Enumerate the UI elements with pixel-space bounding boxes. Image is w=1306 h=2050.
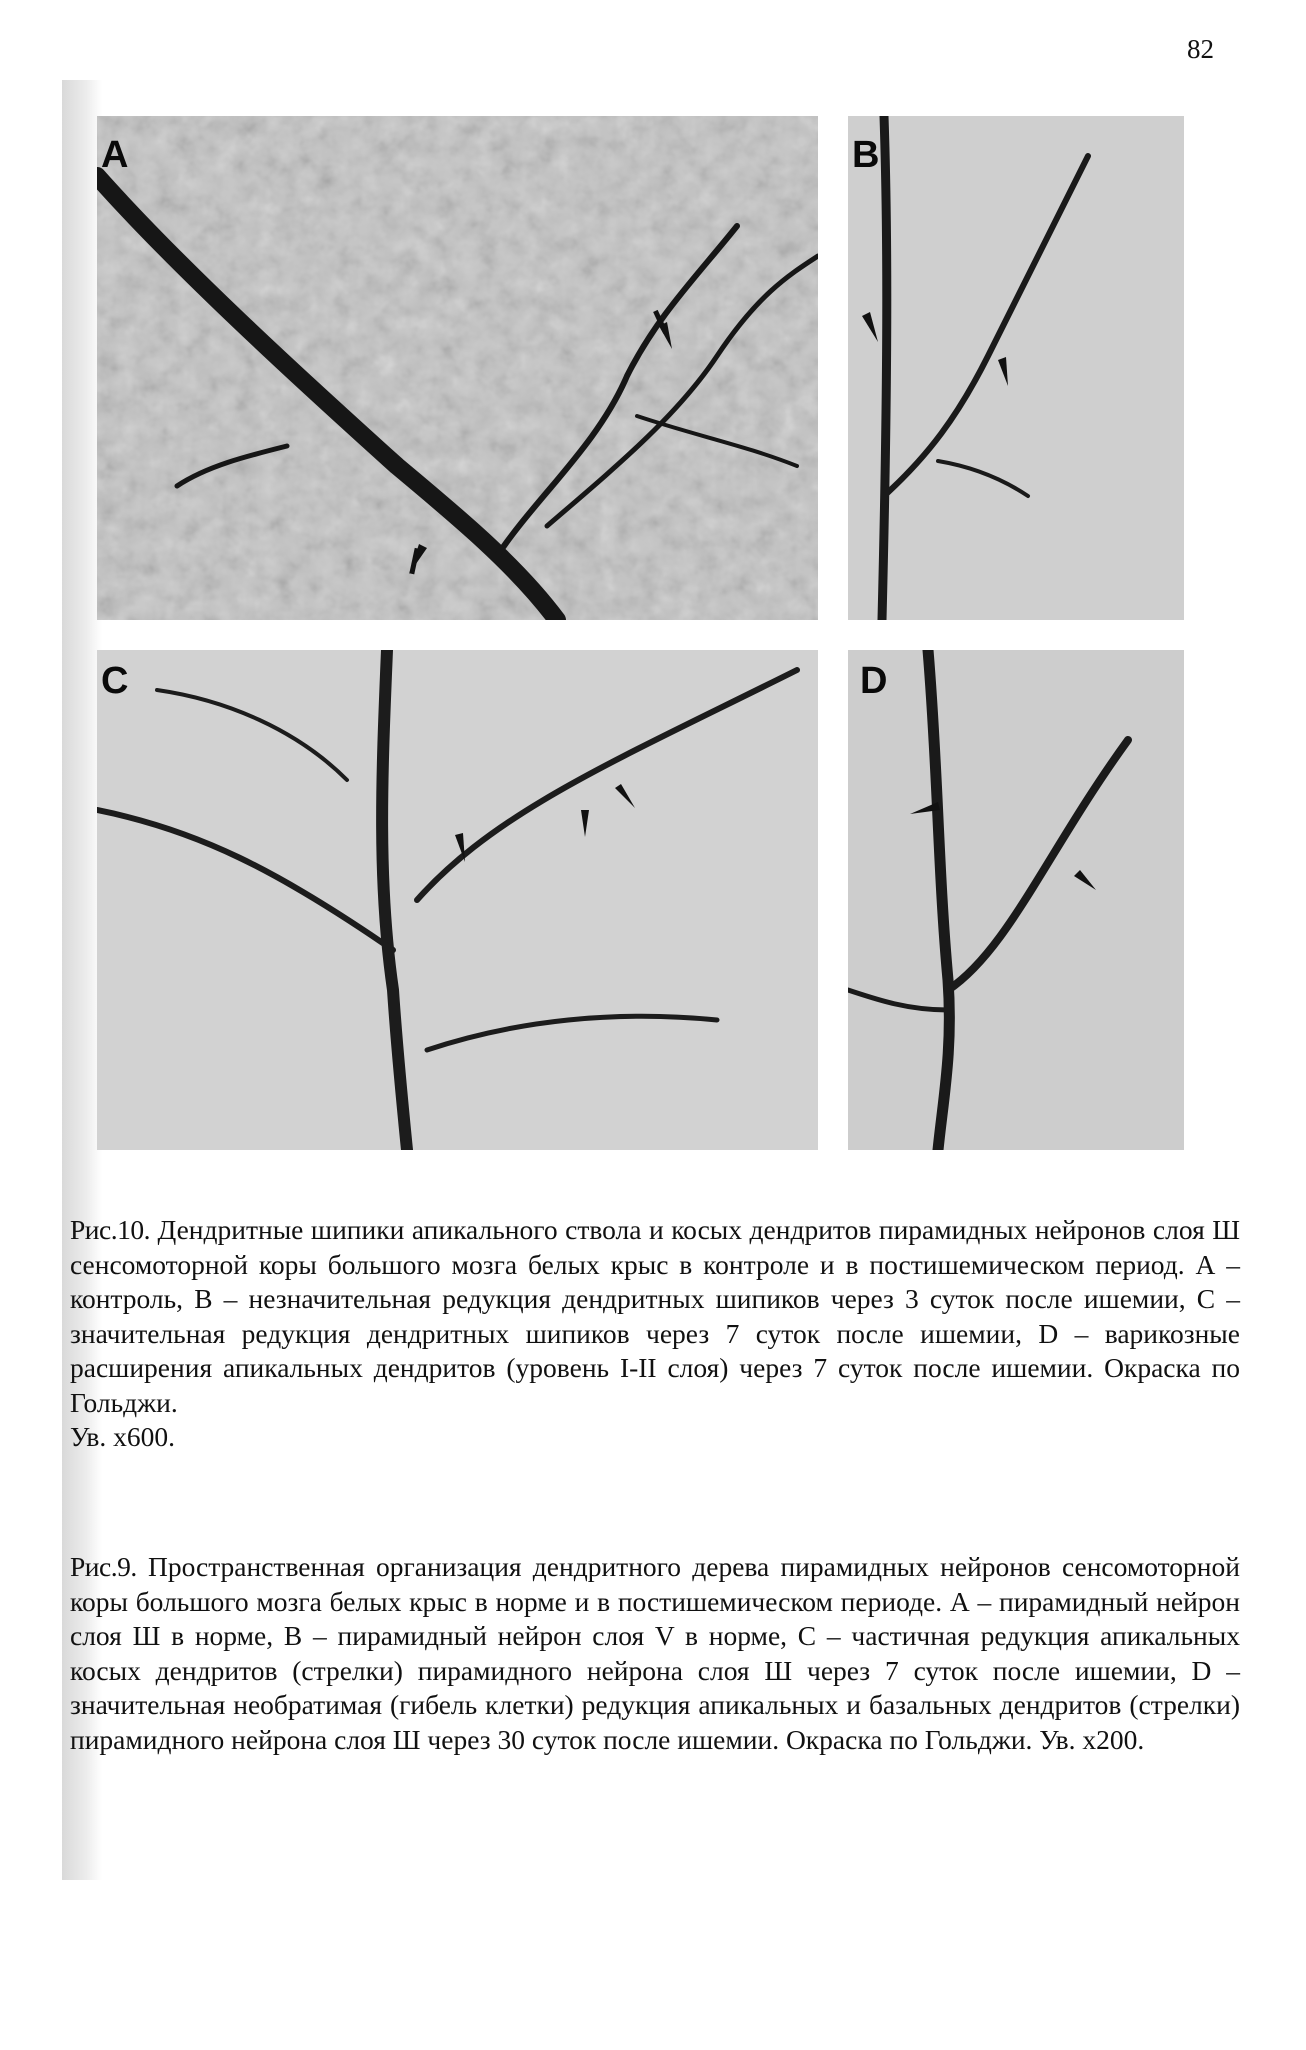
page-number: 82 [1187,34,1214,64]
caption-figure-9 [70,1550,1240,1757]
caption-figure-9-title: Рис.9. [70,1551,137,1582]
caption-figure-9-text: Пространственная организация дендритного дерева пирамидных нейронов сенсомоторной коры большого мозга белых крыс в норме и в постишемическом периоде. А – пирамидный нейрон слоя Ш в норме, В – пирамидный нейрон слоя V в норме, С – частичная редукция апикальных косых дендритов (стрелки) пирамидного нейрона слоя Ш через 7 суток после ишемии, D – значительная необратимая (гибель клетки) редукция апикальных и базальных дендритов (стрелки) пирамидного нейрона слоя Ш через 30 суток после ишемии. Окраска по Гольджи. Ув. х200. [70,1551,1240,1755]
caption-figure-10-text: Дендритные шипики апикального ствола и косых дендритов пирамидных нейронов слоя Ш сенсомоторной коры большого мозга белых крыс в контроле и в постишемическом период. А – контроль, В – незначительная редукция дендритных шипиков через 3 суток после ишемии, С – значительная редукция дендритных шипиков через 7 суток после ишемии, D – варикозные расширения апикальных дендритов (уровень I-II слоя) через 7 суток после ишемии. Окраска по Гольджи. [70,1214,1240,1418]
micrograph-b-image [848,116,1184,620]
micrograph-panel-d [848,650,1184,1150]
caption-figure-10-magnification: Ув. х600. [70,1421,175,1452]
micrograph-panel-c [97,650,818,1150]
panel-label-b: B [852,134,880,176]
panel-label-d: D [860,660,888,702]
panel-label-c: C [101,660,129,702]
micrograph-a-image [97,116,818,620]
micrograph-panel-a [97,116,818,620]
caption-figure-10-title: Рис.10. [70,1214,150,1245]
micrograph-d-image [848,650,1184,1150]
panel-label-a: A [101,134,129,176]
micrograph-c-image [97,650,818,1150]
caption-figure-10 [70,1213,1240,1455]
micrograph-panel-b [848,116,1184,620]
